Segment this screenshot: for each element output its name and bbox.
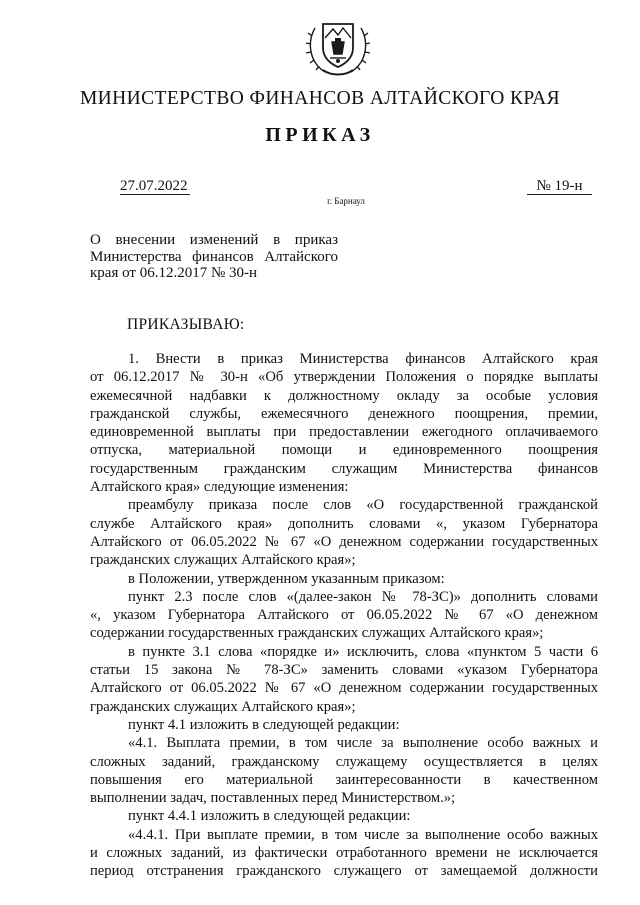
document-date: 27.07.2022 <box>120 178 188 194</box>
subject-line: Министерства финансов Алтайского <box>90 248 338 265</box>
body-line: сложных заданий, гражданскому служащему осуществляется в целях <box>90 753 598 770</box>
body-line: период отстранения гражданского служащего от замещаемой должности <box>90 863 598 880</box>
document-city: г. Барнаул <box>327 196 365 206</box>
body-line: Алтайского от 06.05.2022 № 67 «О денежном содержании государственных <box>90 680 598 697</box>
body-line: отпуска, материальной помощи и единовременного поощрения <box>90 442 598 459</box>
body-line: 1. Внести в приказ Министерства финансов Алтайского края <box>128 351 598 367</box>
document-type-title: ПРИКАЗ <box>265 124 375 146</box>
body-line: «4.4.1. При выплате премии, в том числе за выполнение особо важных <box>128 826 598 843</box>
document-body <box>90 350 598 881</box>
body-line: гражданской службы, ежемесячного денежного поощрения, премии, <box>90 405 598 422</box>
body-line: статьи 15 закона № 78-ЗС» заменить словами «указом Губернатора <box>90 662 598 679</box>
order-word: ПРИКАЗЫВАЮ: <box>127 316 245 333</box>
body-line: пункт 4.1 изложить в следующей редакции: <box>128 716 400 733</box>
body-line: преамбулу приказа после слов «О государственной гражданской <box>128 497 598 514</box>
body-line: пункт 2.3 после слов «(далее-закон № 78-ЗС)» дополнить словами <box>128 588 598 605</box>
body-line: повышения его материальной заинтересованности в качественном <box>90 771 598 788</box>
body-line: единовременной выплаты при предоставлении ежегодного оплачиваемого <box>90 424 598 441</box>
body-line: гражданских служащих Алтайского края»; <box>90 552 356 569</box>
body-line: гражданских служащих Алтайского края»; <box>90 698 356 715</box>
body-line: государственным гражданским служащим Министерства финансов <box>90 460 598 477</box>
ministry-name: МИНИСТЕРСТВО ФИНАНСОВ АЛТАЙСКОГО КРАЯ <box>79 88 561 109</box>
body-line: от 06.12.2017 № 30-н «Об утверждении Положения о порядке выплаты <box>90 369 598 386</box>
body-line: Алтайского края» следующие изменения: <box>90 479 349 496</box>
body-line: содержании государственных гражданских служащих Алтайского края»; <box>90 625 544 642</box>
document-subject <box>90 232 338 282</box>
subject-line: О внесении изменений в приказ <box>90 232 338 248</box>
body-line: в Положении, утвержденном указанным приказом: <box>128 570 445 587</box>
body-line: и сложных заданий, из фактически отработанного времени не исключается <box>90 845 598 862</box>
body-line: Алтайского от 06.05.2022 № 67 «О денежном содержании государственных <box>90 533 598 550</box>
body-line: «, указом Губернатора Алтайского от 06.05.2022 № 67 «О денежном <box>90 607 598 624</box>
document-number: № 19-н <box>527 178 592 195</box>
body-line: службе Алтайского края» дополнить словами «, указом Губернатора <box>90 515 598 532</box>
body-line: пункт 4.4.1 изложить в следующей редакции: <box>128 808 411 825</box>
body-line: «4.1. Выплата премии, в том числе за выполнение особо важных и <box>128 735 598 752</box>
body-line: ежемесячной надбавки к должностному окладу за особые условия <box>90 387 598 404</box>
body-line: в пункте 3.1 слова «порядке и» исключить, слова «пунктом 5 части 6 <box>128 643 598 660</box>
altai-krai-emblem-icon <box>303 14 373 80</box>
body-line: выполнении задач, поставленных перед Министерством.»; <box>90 790 456 807</box>
subject-line: края от 06.12.2017 № 30-н <box>90 265 258 281</box>
